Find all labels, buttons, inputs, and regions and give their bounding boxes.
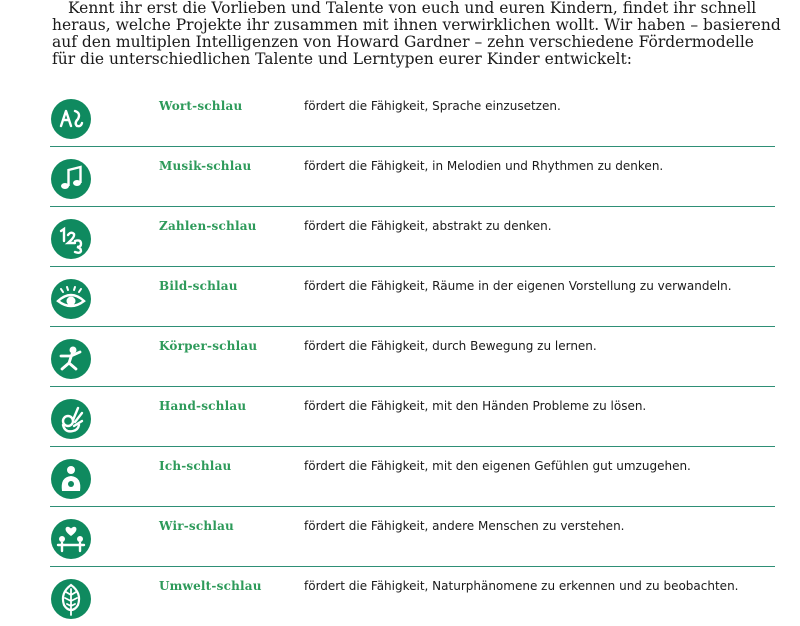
talent-name: Musik-schlau bbox=[159, 159, 252, 173]
running-figure-icon bbox=[51, 339, 91, 379]
list-item bbox=[50, 147, 775, 207]
list-item bbox=[50, 507, 775, 567]
list-item bbox=[50, 207, 775, 267]
leaf-icon bbox=[51, 579, 91, 619]
list-item bbox=[50, 387, 775, 447]
numbers-icon bbox=[51, 219, 91, 259]
talent-name: Ich-schlau bbox=[159, 459, 232, 473]
talent-description: fördert die Fähigkeit, in Melodien und Rhythmen zu denken. bbox=[304, 159, 664, 173]
talent-name: Zahlen-schlau bbox=[159, 219, 257, 233]
list-item bbox=[50, 87, 775, 147]
talent-description: fördert die Fähigkeit, abstrakt zu denken. bbox=[304, 219, 552, 233]
people-heart-icon bbox=[51, 519, 91, 559]
talent-description: fördert die Fähigkeit, durch Bewegung zu lernen. bbox=[304, 339, 597, 353]
eye-icon bbox=[51, 279, 91, 319]
list-item bbox=[50, 327, 775, 387]
music-note-icon bbox=[51, 159, 91, 199]
talent-description: fördert die Fähigkeit, Räume in der eigenen Vorstellung zu verwandeln. bbox=[304, 279, 732, 293]
intro-paragraph: Kennt ihr erst die Vorlieben und Talente von euch und euren Kindern, findet ihr schnell heraus, welche Projekte ihr zusammen mit ihnen verwirklichen wollt. Wir haben – basierend auf den multiplen Intelligenzen von Howard Gardner – zehn verschiedene Fördermodelle für die unterschiedlichen Talente und Lerntypen eurer Kinder entwickelt: bbox=[52, 0, 781, 68]
talent-name: Körper-schlau bbox=[159, 339, 258, 353]
talent-description: fördert die Fähigkeit, Sprache einzusetzen. bbox=[304, 99, 561, 113]
list-item bbox=[50, 267, 775, 327]
talent-name: Wir-schlau bbox=[159, 519, 234, 533]
talent-list bbox=[50, 87, 775, 626]
list-item bbox=[50, 567, 775, 626]
talent-description: fördert die Fähigkeit, andere Menschen zu verstehen. bbox=[304, 519, 625, 533]
self-figure-icon bbox=[51, 459, 91, 499]
talent-name: Hand-schlau bbox=[159, 399, 247, 413]
letters-icon bbox=[51, 99, 91, 139]
talent-name: Bild-schlau bbox=[159, 279, 238, 293]
talent-name: Wort-schlau bbox=[159, 99, 243, 113]
talent-description: fördert die Fähigkeit, mit den Händen Probleme zu lösen. bbox=[304, 399, 647, 413]
list-item bbox=[50, 447, 775, 507]
talent-name: Umwelt-schlau bbox=[159, 579, 262, 593]
hand-ok-icon bbox=[51, 399, 91, 439]
talent-description: fördert die Fähigkeit, mit den eigenen Gefühlen gut umzugehen. bbox=[304, 459, 691, 473]
talent-description: fördert die Fähigkeit, Naturphänomene zu erkennen und zu beobachten. bbox=[304, 579, 739, 593]
